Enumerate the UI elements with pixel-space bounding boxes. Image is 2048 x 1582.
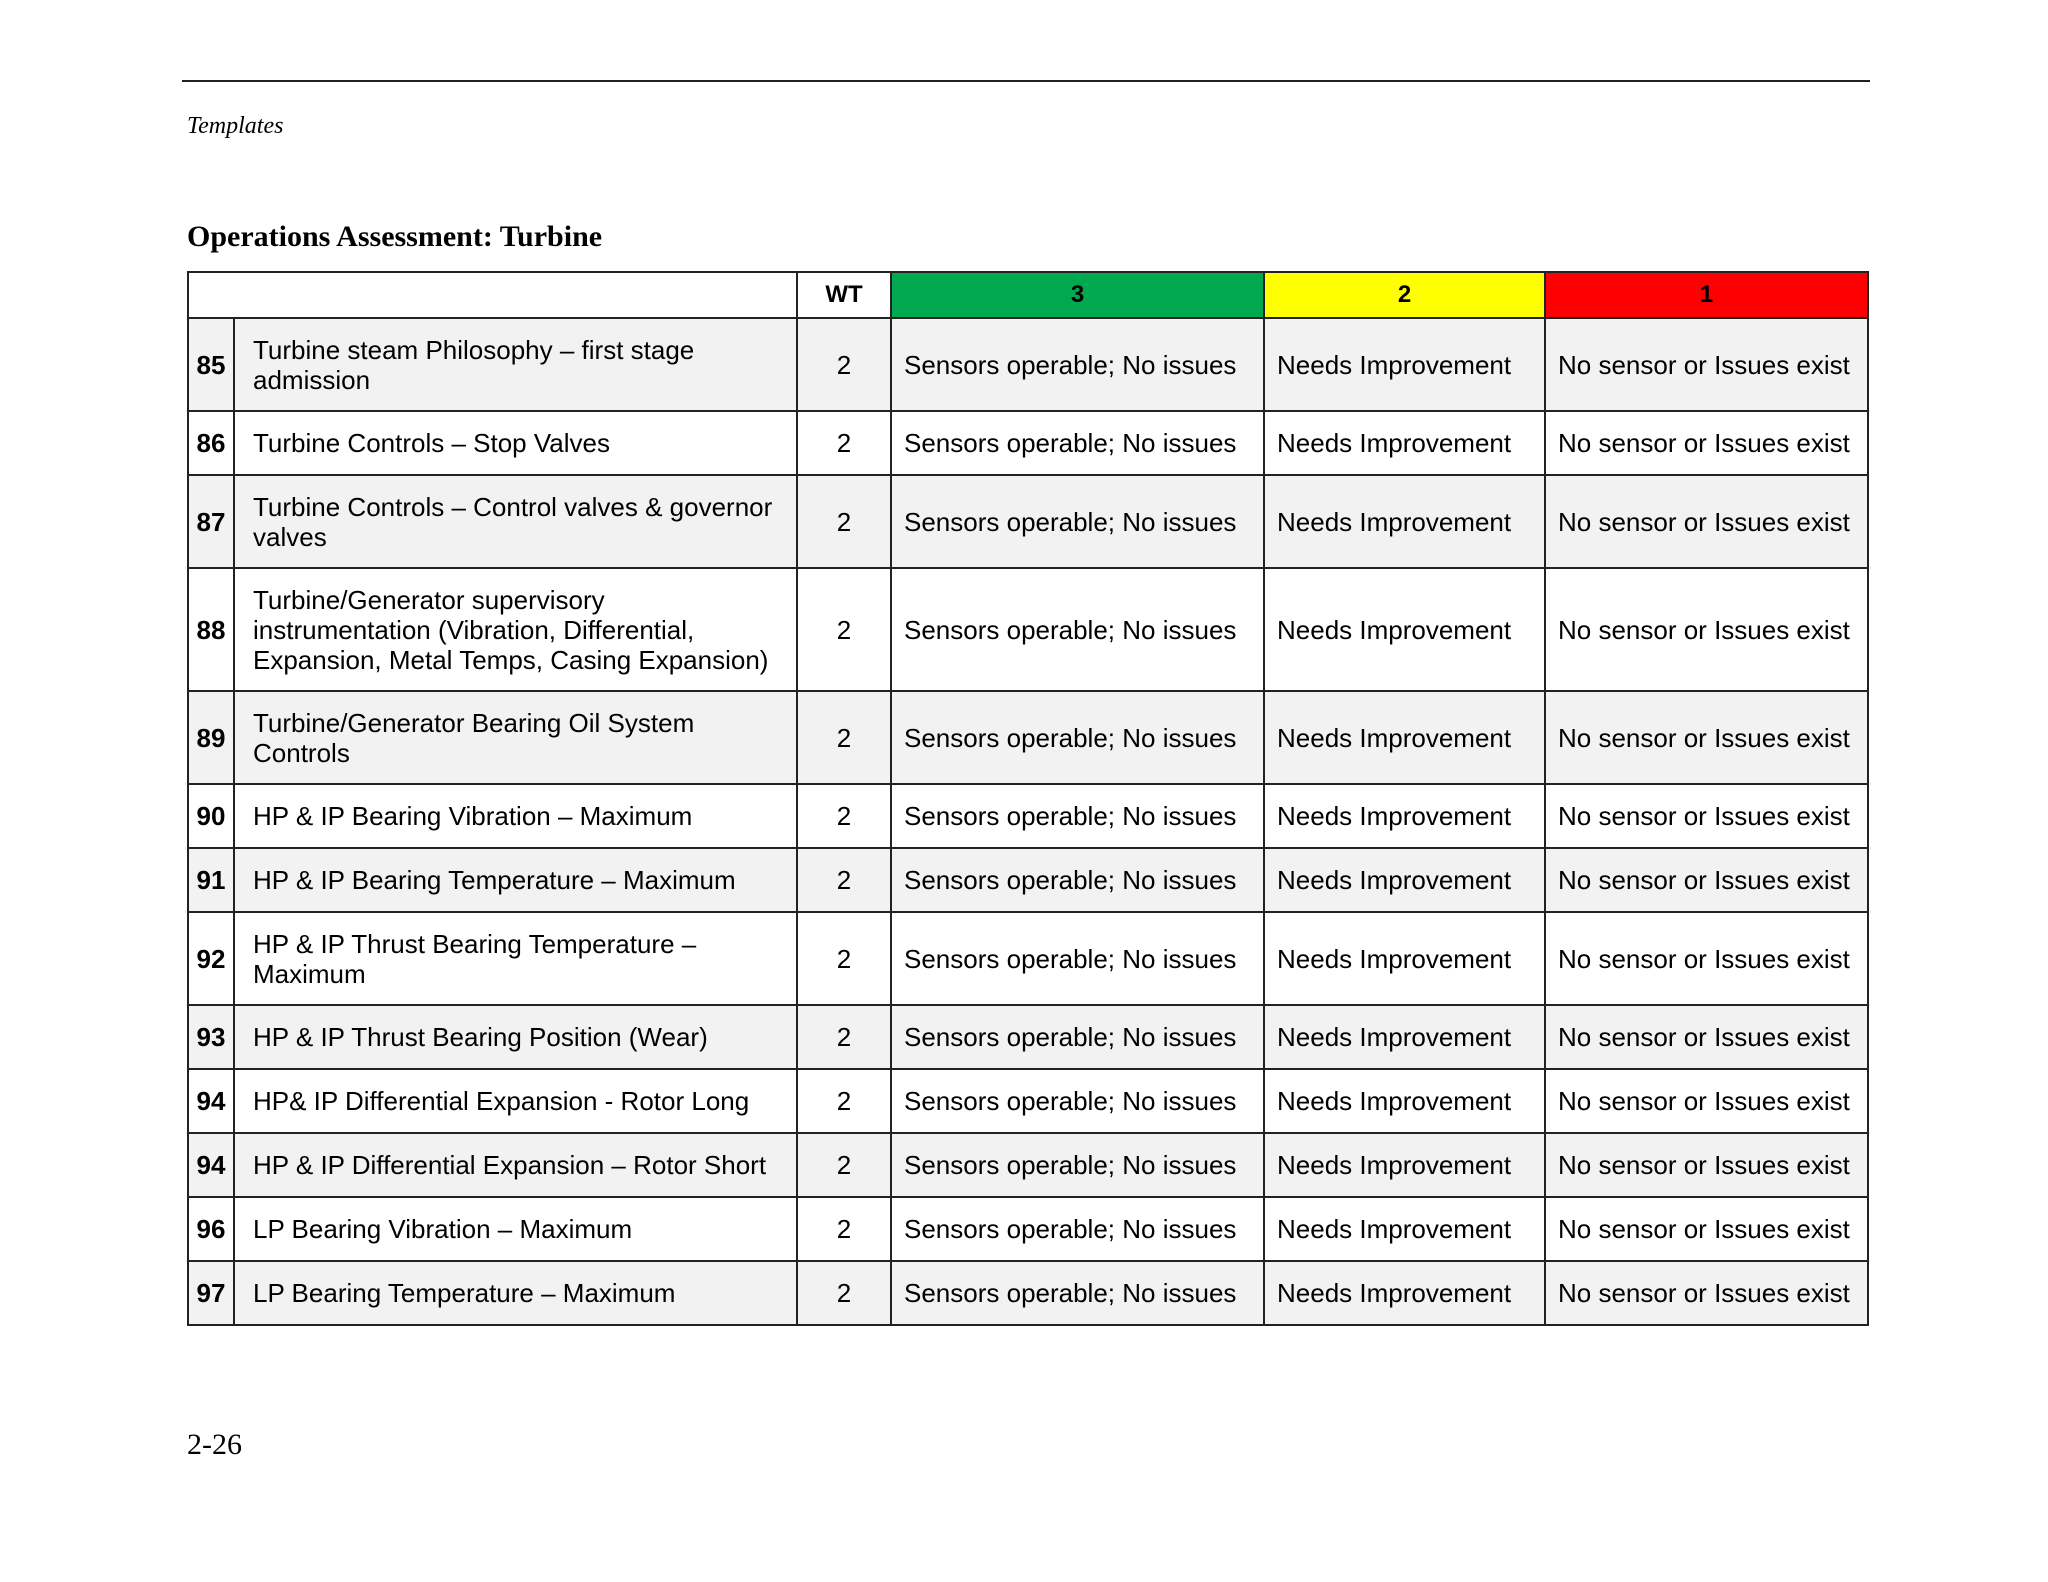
row-number: 91 xyxy=(188,848,234,912)
row-level-2-text: Needs Improvement xyxy=(1264,1005,1545,1069)
row-weight: 2 xyxy=(797,1261,891,1325)
row-description: Turbine/Generator supervisory instrumentation (Vibration, Differential, Expansion, Metal Temps, Casing Expansion) xyxy=(234,568,797,691)
row-level-2-text: Needs Improvement xyxy=(1264,1133,1545,1197)
row-number: 92 xyxy=(188,912,234,1005)
row-description: HP & IP Bearing Temperature – Maximum xyxy=(234,848,797,912)
row-weight: 2 xyxy=(797,1005,891,1069)
row-level-1-text: No sensor or Issues exist xyxy=(1545,1197,1868,1261)
row-description: Turbine steam Philosophy – first stage admission xyxy=(234,318,797,411)
row-weight: 2 xyxy=(797,568,891,691)
row-level-2-text: Needs Improvement xyxy=(1264,475,1545,568)
row-level-3-text: Sensors operable; No issues xyxy=(891,1069,1264,1133)
row-level-2-text: Needs Improvement xyxy=(1264,1197,1545,1261)
row-level-2-text: Needs Improvement xyxy=(1264,411,1545,475)
row-number: 87 xyxy=(188,475,234,568)
running-header: Templates xyxy=(187,113,284,139)
row-number: 94 xyxy=(188,1069,234,1133)
section-title: Operations Assessment: Turbine xyxy=(187,220,603,253)
row-level-1-text: No sensor or Issues exist xyxy=(1545,411,1868,475)
header-blank-cell xyxy=(188,272,797,318)
row-description: LP Bearing Temperature – Maximum xyxy=(234,1261,797,1325)
row-level-1-text: No sensor or Issues exist xyxy=(1545,848,1868,912)
row-level-2-text: Needs Improvement xyxy=(1264,318,1545,411)
row-description: HP & IP Differential Expansion – Rotor Short xyxy=(234,1133,797,1197)
table-row xyxy=(188,691,1868,784)
row-level-3-text: Sensors operable; No issues xyxy=(891,568,1264,691)
row-number: 90 xyxy=(188,784,234,848)
row-description: Turbine Controls – Control valves & governor valves xyxy=(234,475,797,568)
row-number: 86 xyxy=(188,411,234,475)
row-level-1-text: No sensor or Issues exist xyxy=(1545,691,1868,784)
table-row xyxy=(188,318,1868,411)
row-level-1-text: No sensor or Issues exist xyxy=(1545,318,1868,411)
row-description: Turbine/Generator Bearing Oil System Controls xyxy=(234,691,797,784)
row-level-2-text: Needs Improvement xyxy=(1264,568,1545,691)
row-level-3-text: Sensors operable; No issues xyxy=(891,691,1264,784)
row-level-2-text: Needs Improvement xyxy=(1264,848,1545,912)
row-level-3-text: Sensors operable; No issues xyxy=(891,475,1264,568)
row-level-3-text: Sensors operable; No issues xyxy=(891,912,1264,1005)
row-level-2-text: Needs Improvement xyxy=(1264,912,1545,1005)
row-level-1-text: No sensor or Issues exist xyxy=(1545,784,1868,848)
row-weight: 2 xyxy=(797,1133,891,1197)
assessment-table xyxy=(187,271,1869,1326)
row-number: 89 xyxy=(188,691,234,784)
row-number: 88 xyxy=(188,568,234,691)
row-weight: 2 xyxy=(797,848,891,912)
table-row xyxy=(188,1069,1868,1133)
row-number: 97 xyxy=(188,1261,234,1325)
row-description: LP Bearing Vibration – Maximum xyxy=(234,1197,797,1261)
row-level-2-text: Needs Improvement xyxy=(1264,784,1545,848)
table-row xyxy=(188,848,1868,912)
header-wt: WT xyxy=(797,272,891,318)
row-weight: 2 xyxy=(797,691,891,784)
row-description: HP & IP Bearing Vibration – Maximum xyxy=(234,784,797,848)
row-level-3-text: Sensors operable; No issues xyxy=(891,318,1264,411)
row-level-3-text: Sensors operable; No issues xyxy=(891,1005,1264,1069)
row-description: HP & IP Thrust Bearing Temperature – Maximum xyxy=(234,912,797,1005)
row-description: HP& IP Differential Expansion - Rotor Long xyxy=(234,1069,797,1133)
row-level-1-text: No sensor or Issues exist xyxy=(1545,1069,1868,1133)
table-row xyxy=(188,1197,1868,1261)
row-weight: 2 xyxy=(797,784,891,848)
table-row xyxy=(188,1005,1868,1069)
table-row xyxy=(188,411,1868,475)
header-level-3: 3 xyxy=(891,272,1264,318)
row-level-3-text: Sensors operable; No issues xyxy=(891,1261,1264,1325)
row-level-1-text: No sensor or Issues exist xyxy=(1545,568,1868,691)
table-row xyxy=(188,784,1868,848)
row-weight: 2 xyxy=(797,1197,891,1261)
row-level-3-text: Sensors operable; No issues xyxy=(891,784,1264,848)
table-row xyxy=(188,568,1868,691)
row-number: 93 xyxy=(188,1005,234,1069)
row-weight: 2 xyxy=(797,912,891,1005)
row-number: 94 xyxy=(188,1133,234,1197)
row-level-1-text: No sensor or Issues exist xyxy=(1545,475,1868,568)
row-weight: 2 xyxy=(797,475,891,568)
row-number: 96 xyxy=(188,1197,234,1261)
table-header-row xyxy=(188,272,1868,318)
row-description: Turbine Controls – Stop Valves xyxy=(234,411,797,475)
page-number: 2-26 xyxy=(187,1428,242,1461)
row-level-3-text: Sensors operable; No issues xyxy=(891,411,1264,475)
row-level-3-text: Sensors operable; No issues xyxy=(891,1197,1264,1261)
row-level-1-text: No sensor or Issues exist xyxy=(1545,1133,1868,1197)
header-rule xyxy=(182,80,1870,82)
row-description: HP & IP Thrust Bearing Position (Wear) xyxy=(234,1005,797,1069)
header-level-1: 1 xyxy=(1545,272,1868,318)
row-weight: 2 xyxy=(797,318,891,411)
table-row xyxy=(188,475,1868,568)
row-level-1-text: No sensor or Issues exist xyxy=(1545,1261,1868,1325)
row-level-3-text: Sensors operable; No issues xyxy=(891,1133,1264,1197)
row-level-2-text: Needs Improvement xyxy=(1264,1069,1545,1133)
header-level-2: 2 xyxy=(1264,272,1545,318)
row-level-2-text: Needs Improvement xyxy=(1264,691,1545,784)
row-level-1-text: No sensor or Issues exist xyxy=(1545,1005,1868,1069)
table-row xyxy=(188,1261,1868,1325)
row-weight: 2 xyxy=(797,1069,891,1133)
table-row xyxy=(188,912,1868,1005)
row-weight: 2 xyxy=(797,411,891,475)
table-row xyxy=(188,1133,1868,1197)
row-level-3-text: Sensors operable; No issues xyxy=(891,848,1264,912)
row-level-2-text: Needs Improvement xyxy=(1264,1261,1545,1325)
row-level-1-text: No sensor or Issues exist xyxy=(1545,912,1868,1005)
row-number: 85 xyxy=(188,318,234,411)
